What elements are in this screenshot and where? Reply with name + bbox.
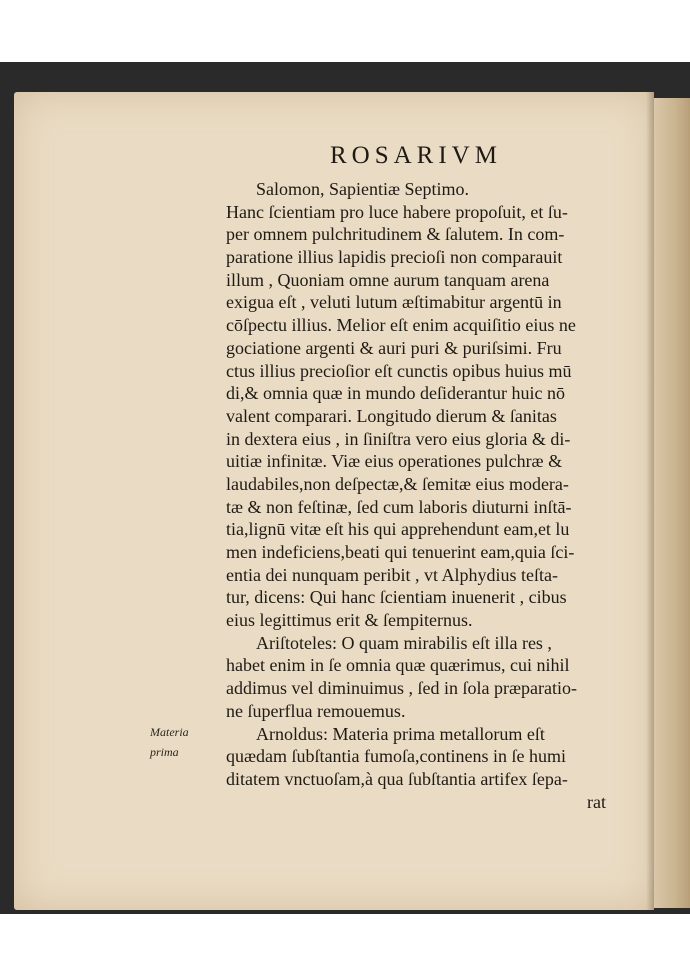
text-line: tia,lignū vitæ eſt his qui apprehendunt eam,et lu [226,519,570,540]
text-line: exigua eſt , veluti lutum æſtimabitur argentū in [226,292,562,313]
body-text [226,178,626,813]
text-line: illum , Quoniam omne aurum tanquam arena [226,269,550,290]
text-line: uitiæ infinitæ. Viæ eius operationes pulchræ & [226,451,563,472]
text-line: quædam ſubſtantia fumoſa,continens in ſe humi [226,746,566,767]
text-line: Salomon, Sapientiæ Septimo. [256,179,470,199]
text-line: ne ſuperflua remouemus. [226,700,406,721]
text-line: paratione illius lapidis precioſi non comparauit [226,247,563,268]
facing-page-edge [654,98,690,908]
text-line: in dextera eius , in ſiniſtra vero eius gloria & di- [226,428,571,449]
text-line: tæ & non feſtinæ, ſed cum laboris diuturni inſtā- [226,496,572,517]
text-line: addimus vel diminuimus , ſed in ſola præparatio- [226,678,577,699]
marginal-note-line: prima [150,745,179,759]
running-title: ROSARIVM [330,142,502,169]
text-line: Hanc ſcientiam pro luce habere propoſuit, et ſu- [226,201,568,222]
text-line: valent comparari. Longitudo dierum & ſanitas [226,405,557,426]
text-line: per omnem pulchritudinem & ſalutem. In com- [226,224,565,245]
text-line: eius legittimus erit & ſempiternus. [226,610,473,631]
marginal-note-line: Materia [150,725,189,739]
text-line: men indeficiens,beati qui tenuerint eam,quia ſci- [226,542,575,562]
text-line: ditatem vnctuoſam,à qua ſubſtantia artifex ſepa- [226,768,568,789]
text-line: Ariſtoteles: O quam mirabilis eſt illa res , [256,632,552,653]
catchword: rat [587,791,606,812]
text-line: di,& omnia quæ in mundo deſiderantur huic nō [226,383,565,404]
text-line: ctus illius precioſior eſt cunctis opibus huius mū [226,360,572,381]
text-line: laudabiles,non deſpectæ,& ſemitæ eius modera- [226,473,569,494]
text-line: cōſpectu illius. Melior eſt enim acquiſitio eius ne [226,315,576,336]
text-line: tur, dicens: Qui hanc ſcientiam inuenerit , cibus [226,587,567,608]
text-line: habet enim in ſe omnia quæ quærimus, cui nihil [226,655,570,676]
text-line: Arnoldus: Materia prima metallorum eſt [256,723,545,744]
text-line: entia dei nunquam peribit , vt Alphydius teſta- [226,564,558,585]
marginal-note [150,722,220,762]
text-line: gociatione argenti & auri puri & puriſsimi. Fru [226,337,562,358]
